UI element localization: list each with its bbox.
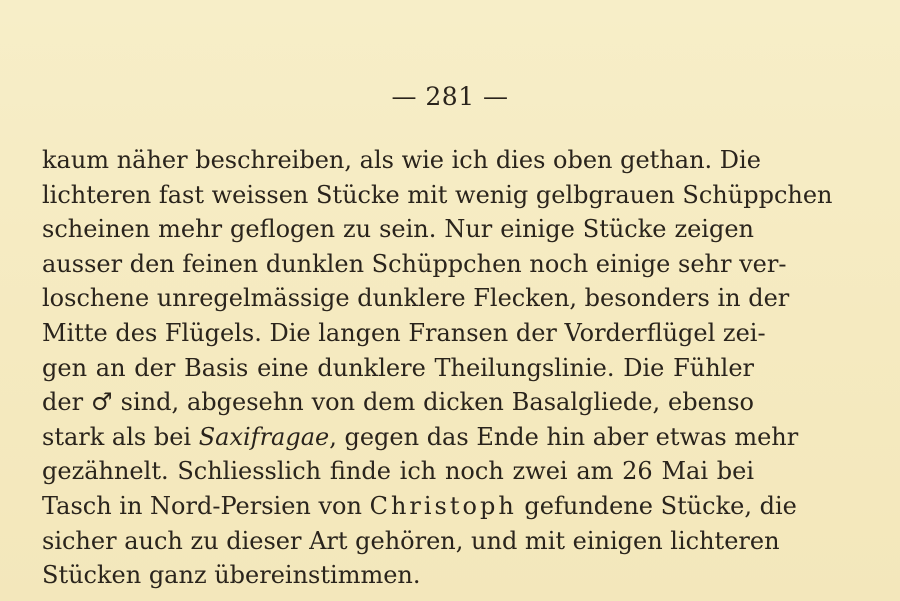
text-segment: sind, abgesehn von dem dicken Basalgliede, ebenso [112,388,755,417]
collector-name: Christoph [369,491,517,520]
text-line: Mitte des Flügels. Die langen Fransen der Vorderflügel zei- [42,318,766,347]
text-line [42,489,797,524]
text-line: loschene unregelmässige dunklere Flecken, besonders in der [42,284,790,313]
text-segment: stark als bei [42,422,199,451]
text-segment: der [42,388,91,417]
body-text [42,143,833,593]
text-line: gezähnelt. Schliesslich finde ich noch zwei am 26 Mai bei [42,457,754,486]
text-line: scheinen mehr geflogen zu sein. Nur einige Stücke zeigen [42,215,754,244]
text-line [42,420,799,455]
text-segment: Tasch in Nord-Persien von [42,491,370,520]
page-number: — 281 — [391,82,509,111]
text-line: lichteren fast weissen Stücke mit wenig gelbgrauen Schüppchen [42,180,833,209]
text-line: sicher auch zu dieser Art gehören, und mit einigen lichteren [42,526,780,555]
text-line: Stücken ganz übereinstimmen. [42,561,421,590]
text-segment: , gegen das Ende hin aber etwas mehr [329,422,799,451]
text-segment: gefundene Stücke, die [516,491,797,520]
species-name: Saxifragae [198,422,330,451]
text-line: kaum näher beschreiben, als wie ich dies oben gethan. Die [42,146,761,174]
male-symbol-icon: ♂ [90,388,113,417]
text-line: gen an der Basis eine dunklere Theilungslinie. Die Fühler [42,353,754,382]
text-line [42,385,754,420]
text-line: ausser den feinen dunklen Schüppchen noch einige sehr ver- [42,249,787,278]
